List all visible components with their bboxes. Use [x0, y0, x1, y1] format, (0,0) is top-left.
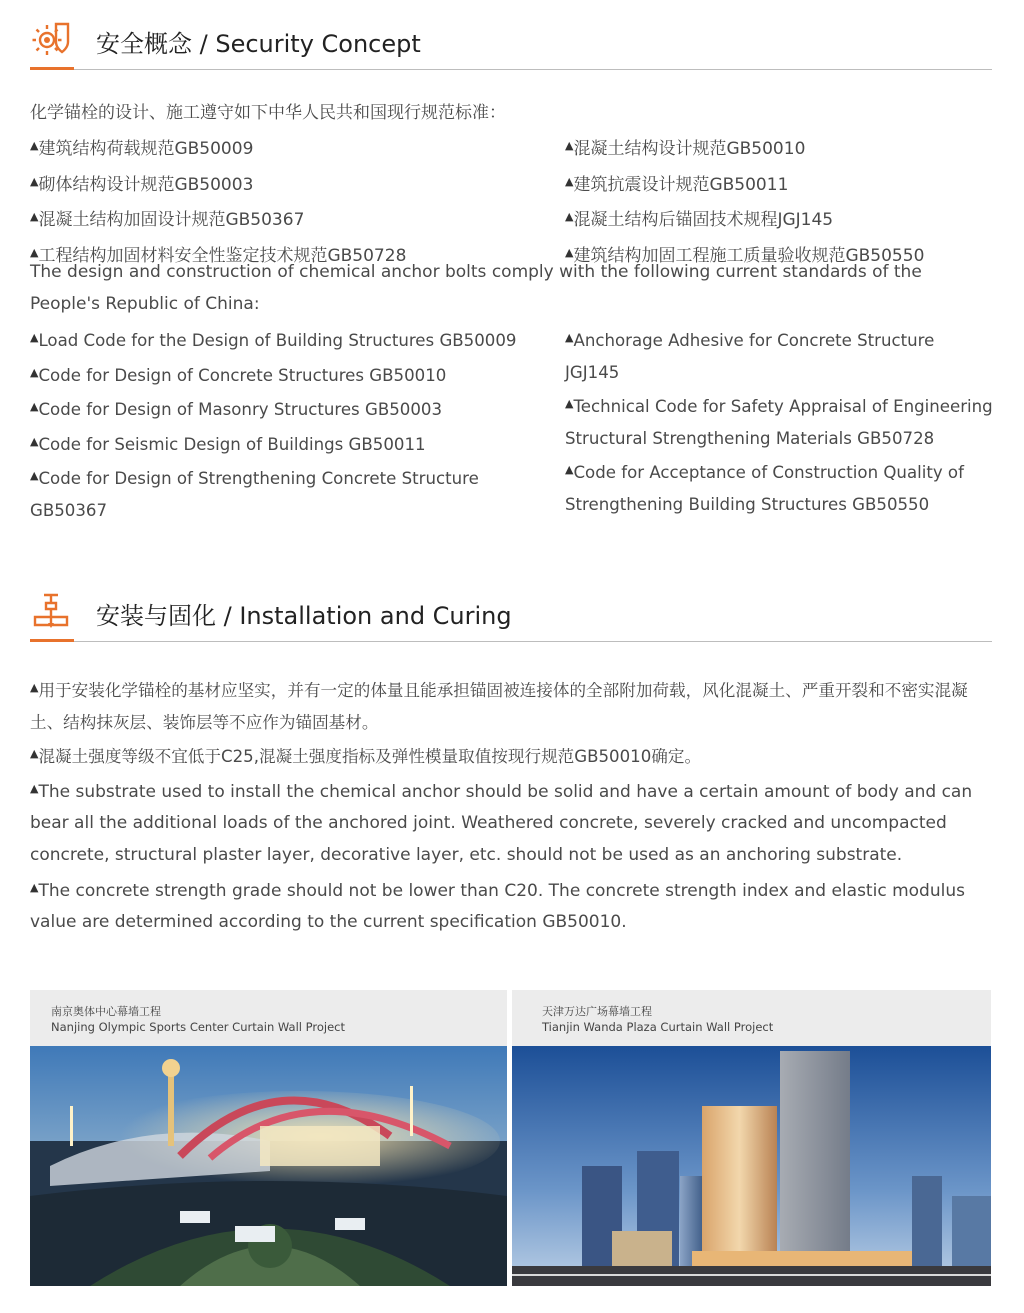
- triangle-bullet-icon: ▲: [565, 174, 574, 188]
- list-item: ▲Technical Code for Safety Appraisal of Engineering Structural Strengthening Materials GB50728: [565, 397, 993, 448]
- divider: [30, 641, 992, 642]
- triangle-bullet-icon: ▲: [30, 781, 39, 795]
- caption-en: Nanjing Olympic Sports Center Curtain Wall Project: [51, 1020, 345, 1034]
- list-item: ▲混凝土结构后锚固技术规程JGJ145: [565, 210, 834, 231]
- list-item: ▲Code for Design of Masonry Structures GB50003: [30, 400, 443, 420]
- triangle-bullet-icon: ▲: [30, 365, 39, 379]
- list-item: ▲Code for Seismic Design of Buildings GB50011: [30, 434, 426, 454]
- section-header-security: [30, 20, 992, 60]
- accent-bar: [30, 639, 74, 642]
- section-title: 安全概念 / Security Concept: [96, 30, 421, 58]
- caption-en: Tianjin Wanda Plaza Curtain Wall Project: [542, 1020, 774, 1034]
- divider: [30, 69, 992, 70]
- list-item: ▲混凝土结构设计规范GB50010: [565, 139, 806, 159]
- list-item: ▲混凝土结构加固设计规范GB50367: [30, 210, 305, 231]
- section-header-installation: [30, 592, 992, 632]
- list-item: ▲混凝土强度等级不宜低于C25,混凝土强度指标及弹性模量取值按现行规范GB50010确定。: [30, 747, 702, 767]
- triangle-bullet-icon: ▲: [30, 681, 39, 694]
- caption-zh: 天津万达广场幕墙工程: [542, 1005, 652, 1018]
- list-item: ▲Load Code for the Design of Building Structures GB50009: [30, 331, 517, 350]
- list-item: ▲Code for Design of Concrete Structures GB50010: [30, 365, 447, 385]
- photo-nanjing-stadium: [30, 1046, 507, 1286]
- triangle-bullet-icon: ▲: [565, 210, 574, 224]
- list-item: ▲Code for Design of Strengthening Concrete Structure GB50367: [30, 469, 479, 520]
- triangle-bullet-icon: ▲: [565, 139, 574, 152]
- triangle-bullet-icon: ▲: [565, 397, 574, 411]
- triangle-bullet-icon: ▲: [30, 210, 39, 224]
- list-item: ▲The concrete strength grade should not be lower than C20. The concrete strength index and elastic modulus value are determined according to the current specification GB50010.: [30, 880, 965, 933]
- list-item: ▲The substrate used to install the chemical anchor should be solid and have a certain amount of body and can bear all the additional loads of the anchored joint. Weathered concrete, severely cracked and uncompacted concrete, structural plaster layer, decorative layer, etc. should not be used as an anchoring substrate.: [30, 781, 973, 865]
- list-item: ▲建筑结构加固工程施工质量验收规范GB50550: [565, 245, 925, 266]
- list-item: ▲Code for Acceptance of Construction Quality of Strengthening Building Structures GB50550: [565, 463, 964, 514]
- triangle-bullet-icon: ▲: [565, 245, 574, 259]
- photo-tianjin-wanda: [512, 1046, 991, 1286]
- triangle-bullet-icon: ▲: [565, 331, 574, 344]
- triangle-bullet-icon: ▲: [30, 139, 39, 152]
- intro-zh: 化学锚栓的设计、施工遵守如下中华人民共和国现行规范标准：: [30, 103, 506, 123]
- section-title: 安装与固化 / Installation and Curing: [96, 602, 512, 630]
- triangle-bullet-icon: ▲: [30, 245, 39, 259]
- list-item: ▲用于安装化学锚栓的基材应坚实，并有一定的体量且能承担锚固被连接体的全部附加荷载，风化混凝土、严重开裂和不密实混凝土、结构抹灰层、装饰层等不应作为锚固基材。: [30, 681, 968, 732]
- list-zh-left: [30, 130, 406, 272]
- triangle-bullet-icon: ▲: [30, 331, 39, 344]
- caption-zh: 南京奥体中心幕墙工程: [51, 1005, 161, 1018]
- list-zh-right: [565, 130, 924, 272]
- gear-shield-icon: [32, 20, 70, 58]
- list-item: ▲建筑抗震设计规范GB50011: [565, 174, 789, 195]
- triangle-bullet-icon: ▲: [30, 747, 39, 761]
- triangle-bullet-icon: ▲: [30, 469, 39, 483]
- list-item: ▲砌体结构设计规范GB50003: [30, 174, 254, 195]
- triangle-bullet-icon: ▲: [30, 880, 39, 894]
- installation-list: [30, 672, 992, 939]
- list-item: ▲Anchorage Adhesive for Concrete Structure JGJ145: [565, 331, 935, 382]
- accent-bar: [30, 67, 74, 70]
- project-caption: [30, 990, 507, 1046]
- project-caption: [512, 990, 991, 1046]
- anchor-bolt-icon: [32, 592, 70, 630]
- list-item: ▲工程结构加固材料安全性鉴定技术规范GB50728: [30, 245, 407, 266]
- list-en-left: [30, 322, 550, 527]
- intro-en: The design and construction of chemical anchor bolts comply with the following current standards of the People's Republic of China:: [30, 262, 922, 314]
- triangle-bullet-icon: ▲: [30, 400, 39, 414]
- list-en-right: [565, 322, 995, 521]
- triangle-bullet-icon: ▲: [30, 434, 39, 448]
- triangle-bullet-icon: ▲: [565, 463, 574, 477]
- triangle-bullet-icon: ▲: [30, 174, 39, 188]
- list-item: ▲建筑结构荷载规范GB50009: [30, 139, 254, 159]
